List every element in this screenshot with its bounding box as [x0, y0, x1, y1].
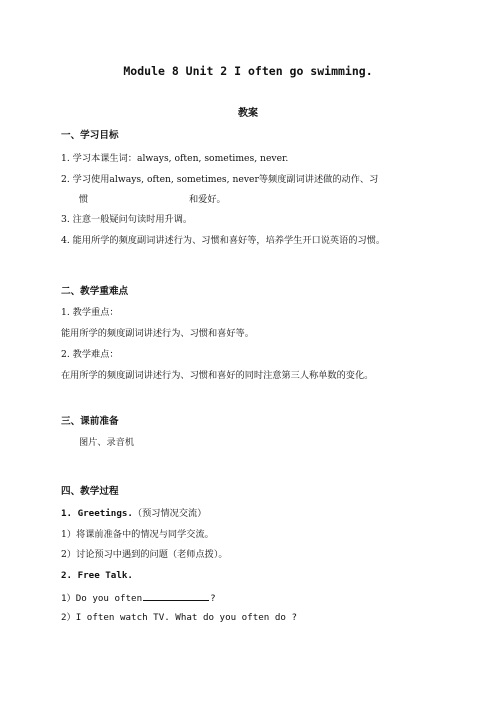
step-greetings-title: 1. Greetings. — [61, 508, 133, 519]
free-talk-question-1-end: ? — [210, 593, 216, 604]
section-heading-objectives: 一、学习目标 — [61, 130, 119, 141]
objective-item-2-line2b: 和爱好。 — [189, 194, 226, 205]
free-talk-question-2: 2）I often watch TV. What do you often do ? — [61, 612, 297, 623]
document-subtitle: 教案 — [238, 108, 258, 119]
objective-item-1: 1. 学习本课生词：always, often, sometimes, never. — [61, 153, 289, 164]
key-point-text: 能用所学的频度副词讲述行为、习惯和喜好等。 — [61, 328, 254, 339]
section-heading-key-points: 二、教学重难点 — [61, 286, 129, 297]
preparation-materials: 图片、录音机 — [79, 437, 135, 448]
difficulty-label: 2. 教学难点： — [61, 349, 119, 360]
document-title: Module 8 Unit 2 I often go swimming. — [123, 64, 373, 78]
section-heading-procedure: 四、教学过程 — [61, 486, 119, 497]
step-greetings-note: （预习情况交流） — [132, 508, 207, 519]
objective-item-2-line2a: 惯 — [79, 194, 89, 205]
step-greetings — [61, 508, 206, 520]
objective-item-3: 3. 注意一般疑问句读时用升调。 — [61, 214, 193, 225]
section-heading-preparation: 三、课前准备 — [61, 416, 119, 427]
free-talk-question-1-start: 1）Do you often — [61, 593, 143, 604]
key-point-label: 1. 教学重点： — [61, 307, 119, 318]
fill-in-blank — [143, 591, 209, 601]
free-talk-question-1 — [61, 591, 216, 605]
objective-item-2-line1: 2. 学习使用always, often, sometimes, never等频度副词讲述做的动作、习 — [61, 174, 379, 185]
step-free-talk-title: 2. Free Talk. — [61, 570, 133, 581]
difficulty-text: 在用所学的频度副词讲述行为、习惯和喜好的同时注意第三人称单数的变化。 — [61, 370, 374, 381]
step-greetings-item-2: 2）讨论预习中遇到的问题（老师点拨）。 — [61, 549, 228, 560]
step-greetings-item-1: 1）将课前准备中的情况与同学交流。 — [61, 529, 214, 540]
objective-item-4: 4. 能用所学的频度副词讲述行为、习惯和喜好等，培养学生开口说英语的习惯。 — [61, 235, 386, 246]
